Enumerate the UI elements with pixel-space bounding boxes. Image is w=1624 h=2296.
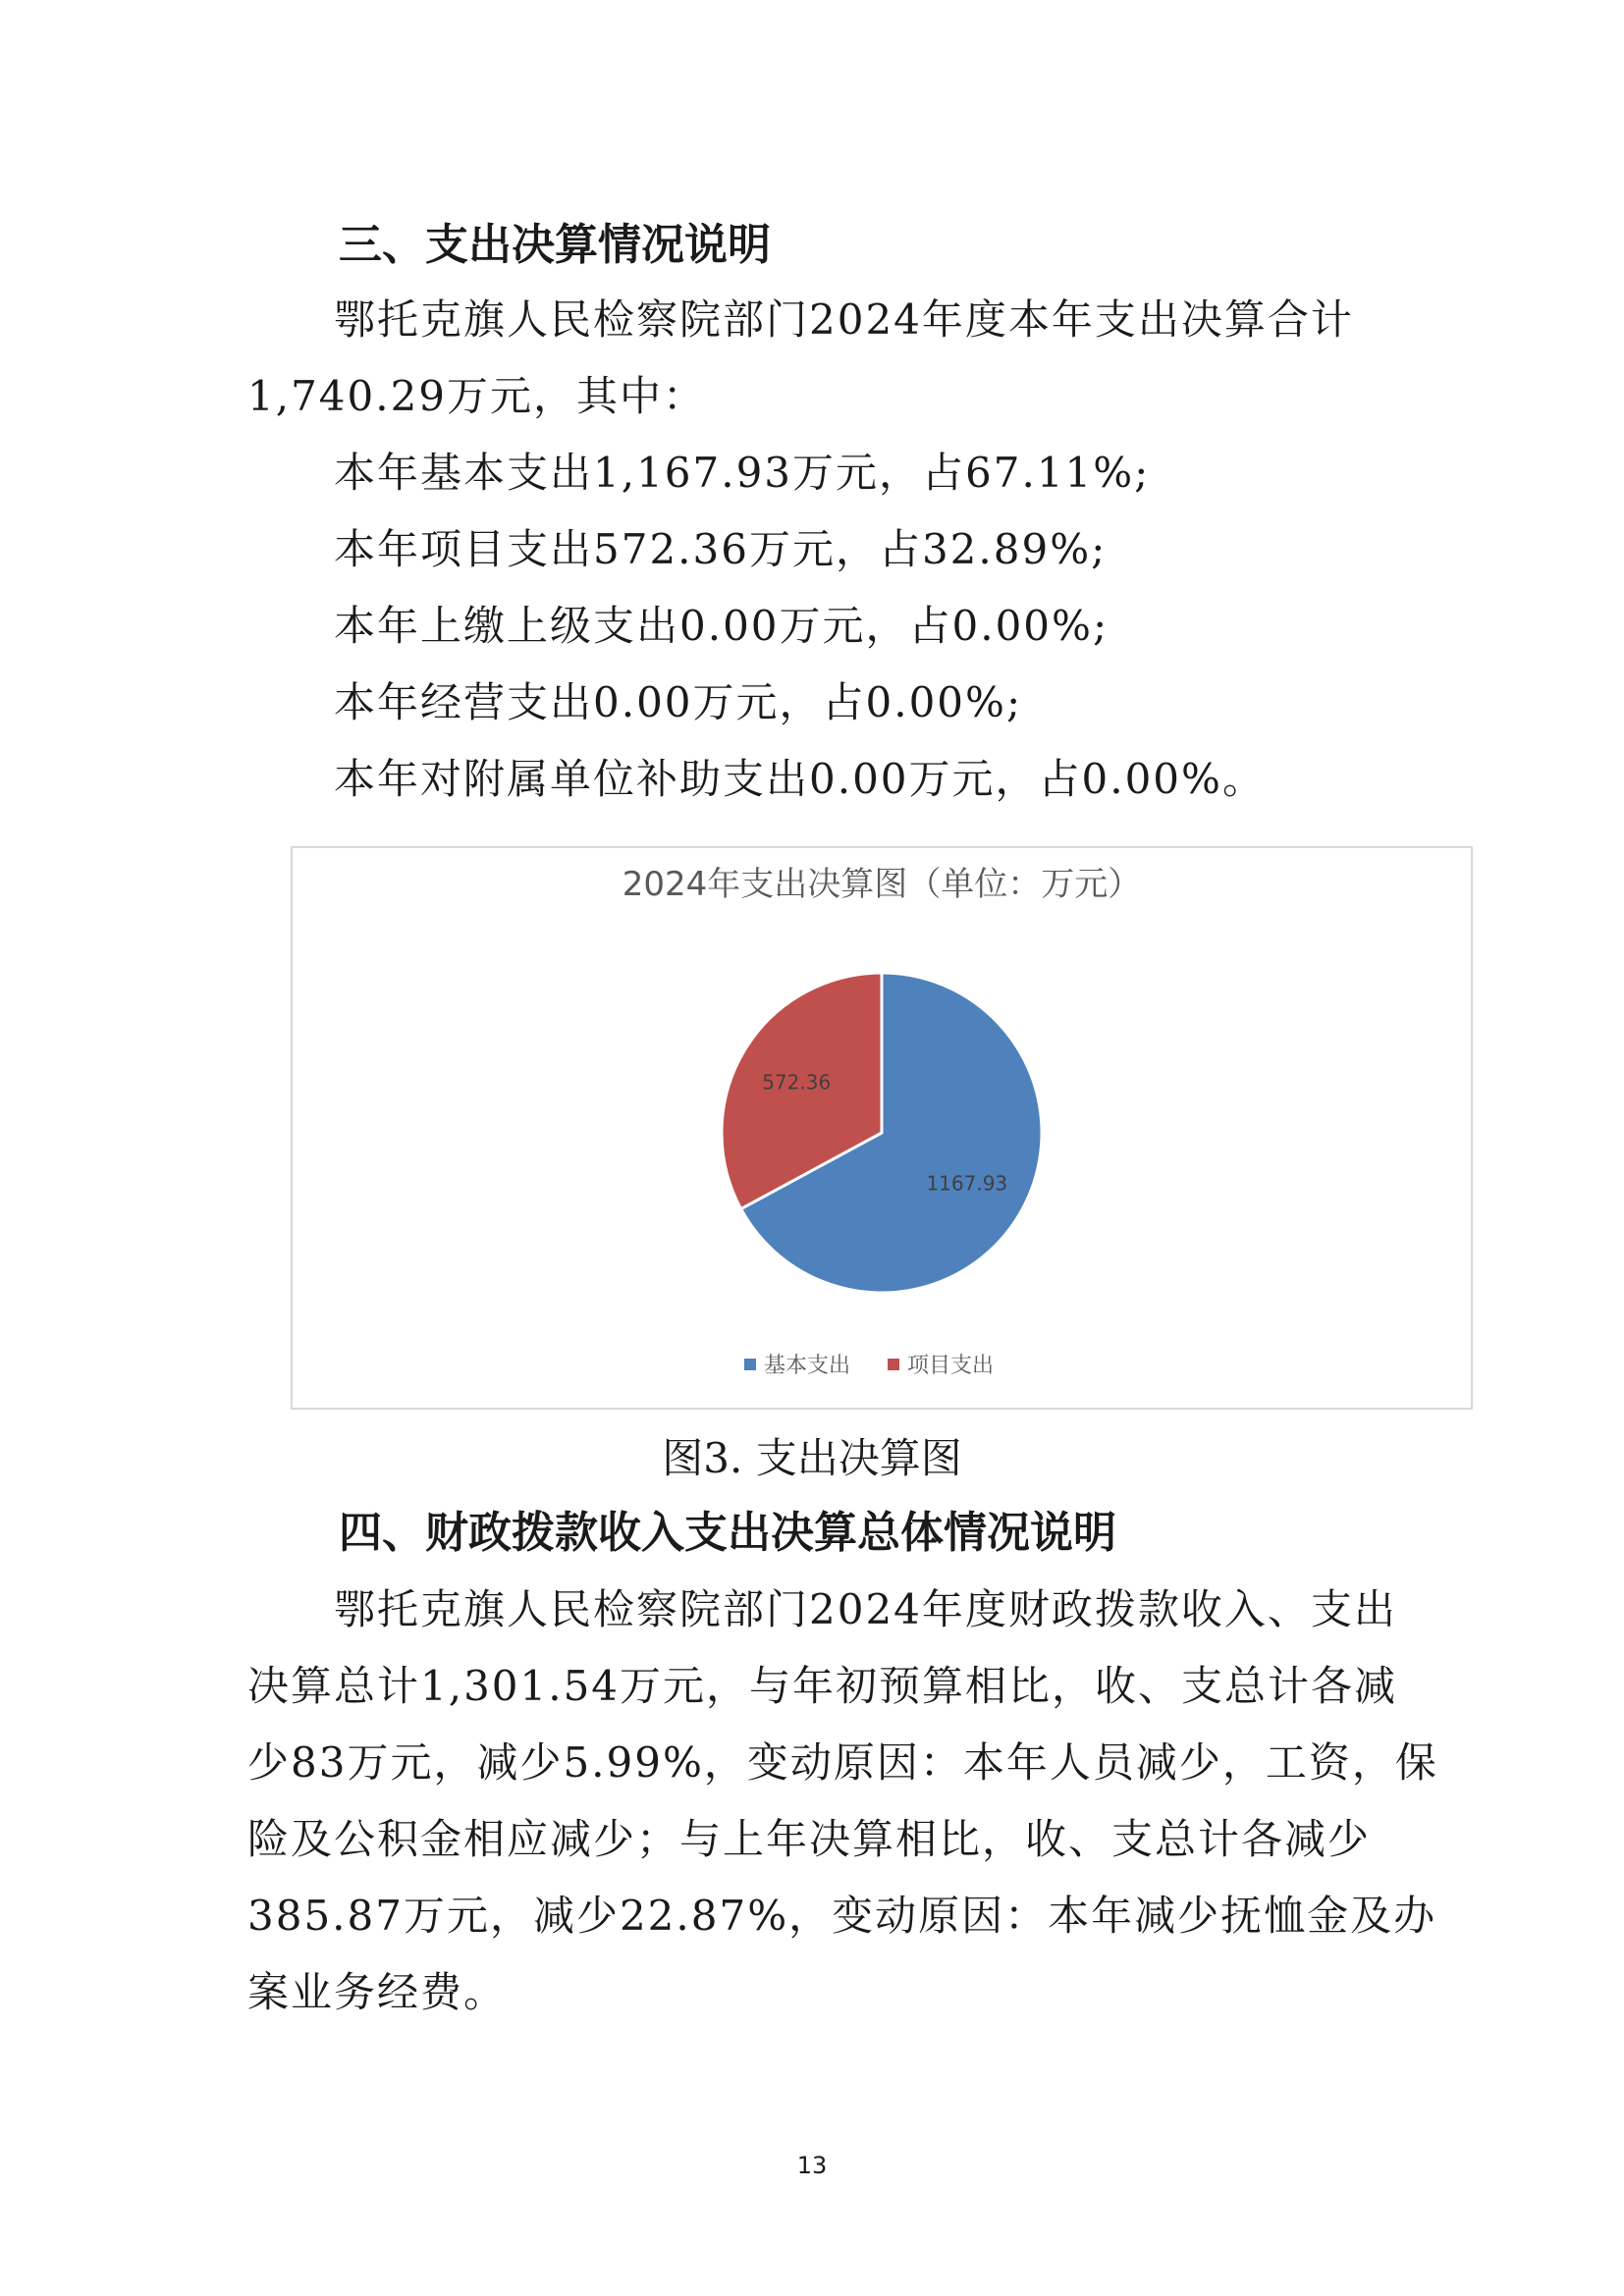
section-4-line-5: 385.87万元，减少22.87%，变动原因：本年减少抚恤金及办 (247, 1892, 1437, 1940)
section-3-heading: 三、支出决算情况说明 (339, 220, 771, 270)
chart-title: 2024年支出决算图（单位：万元） (622, 865, 1142, 904)
figure-caption: 图3. 支出决算图 (662, 1434, 962, 1482)
page-number: 13 (796, 2152, 828, 2179)
legend-swatch-1 (744, 1359, 756, 1370)
pie-data-label-1: 1167.93 (926, 1171, 1008, 1196)
legend-label-1: 基本支出 (764, 1354, 851, 1378)
section-4-line-1: 鄂托克旗人民检察院部门2024年度财政拨款收入、支出 (334, 1585, 1397, 1633)
section-3-line-3: 本年基本支出1,167.93万元，占67.11%; (334, 449, 1151, 497)
section-3-line-2: 1,740.29万元，其中： (247, 372, 707, 420)
section-3-line-1: 鄂托克旗人民检察院部门2024年度本年支出决算合计 (334, 295, 1354, 344)
section-3-line-4: 本年项目支出572.36万元，占32.89%; (334, 525, 1108, 573)
section-4-heading: 四、财政拨款收入支出决算总体情况说明 (339, 1508, 1116, 1558)
section-3-line-7: 本年对附属单位补助支出0.00万元，占0.00%。 (334, 755, 1266, 803)
legend-label-2: 项目支出 (907, 1354, 995, 1378)
section-4-line-6: 案业务经费。 (247, 1968, 508, 2016)
pie-data-label-2: 572.36 (762, 1070, 832, 1095)
section-4-line-3: 少83万元，减少5.99%，变动原因：本年人员减少，工资，保 (247, 1738, 1438, 1787)
section-4-line-2: 决算总计1,301.54万元，与年初预算相比，收、支总计各减 (247, 1662, 1398, 1710)
expenditure-pie-chart (291, 846, 1473, 1410)
pie-slices (722, 973, 1042, 1293)
section-3-line-6: 本年经营支出0.00万元，占0.00%; (334, 678, 1023, 726)
section-4-line-4: 险及公积金相应减少；与上年决算相比，收、支总计各减少 (247, 1815, 1372, 1863)
chart-legend (744, 1354, 994, 1378)
pie-chart-svg (293, 848, 1471, 1408)
legend-swatch-2 (888, 1359, 899, 1370)
section-3-line-5: 本年上缴上级支出0.00万元，占0.00%; (334, 602, 1110, 650)
